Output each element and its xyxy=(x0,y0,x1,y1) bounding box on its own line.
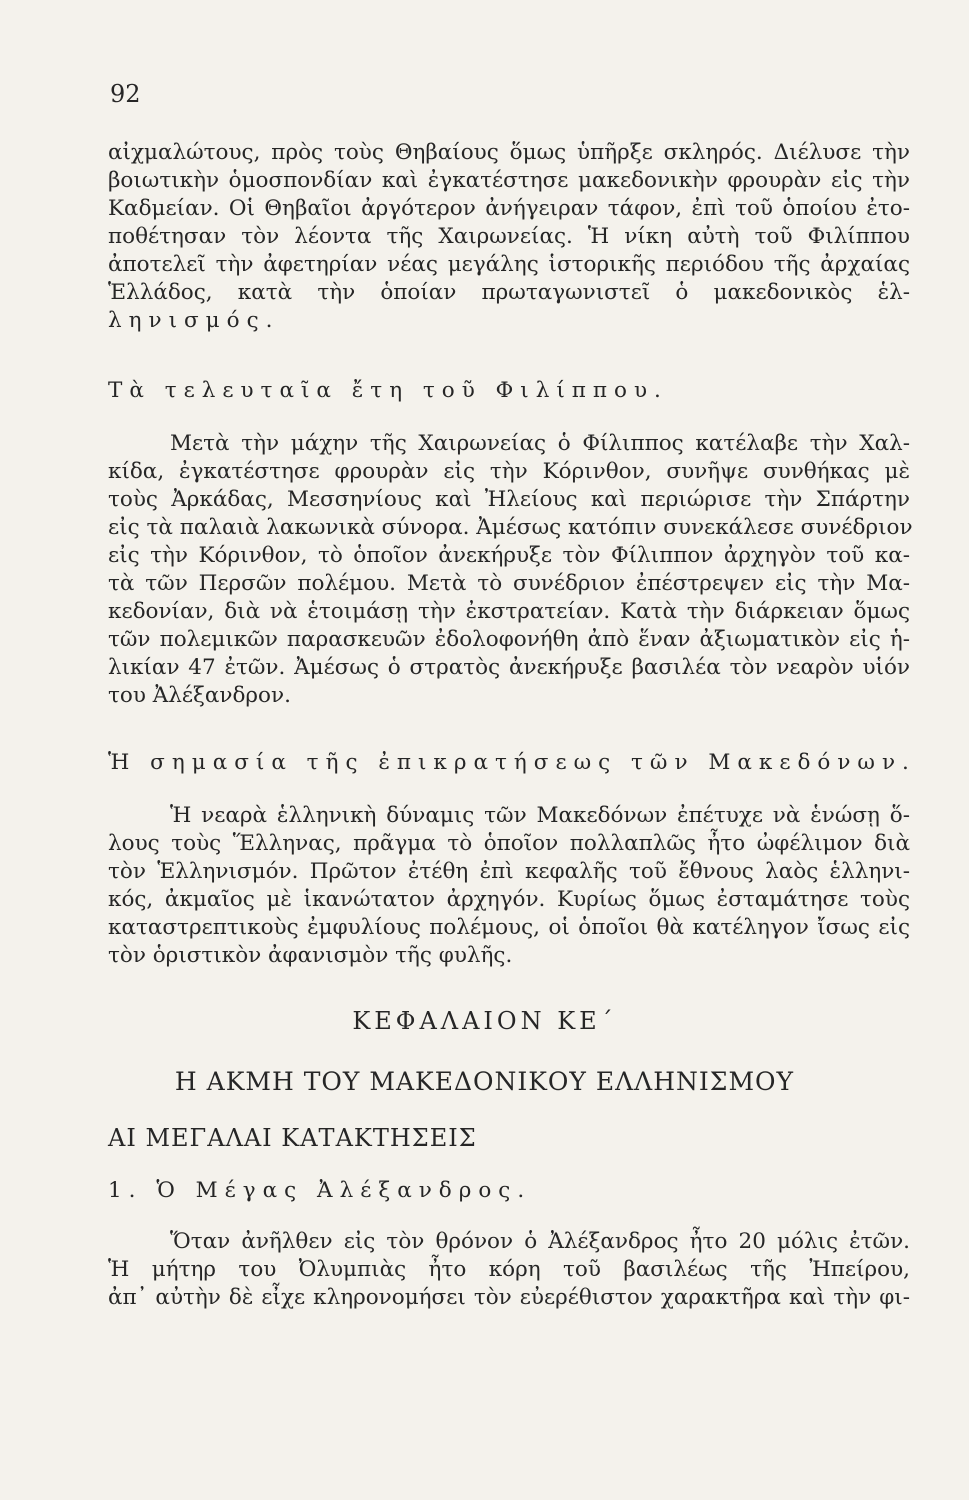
text-line: τοὺς Ἀρκάδας, Μεσσηνίους καὶ Ἠλείους καὶ περιώρισε τὴν Σπάρτην xyxy=(108,487,910,512)
section-heading: Τὰ τελευταῖα ἔτη τοῦ Φιλίππου. xyxy=(108,378,668,403)
text-line: Ἑλλάδος, κατὰ τὴν ὁποίαν πρωταγωνιστεῖ ὁ μακεδονικὸς ἑλ- xyxy=(108,280,910,305)
text-line: Ὅταν ἀνῆλθεν εἰς τὸν θρόνον ὁ Ἀλέξανδρος ἦτο 20 μόλις ἐτῶν. xyxy=(170,1229,910,1254)
text-line: λους τοὺς Ἕλληνας, πρᾶγμα τὸ ὁποῖον πολλαπλῶς ἦτο ὠφέλιμον διὰ xyxy=(108,831,910,856)
chapter-number: ΚΕΦΑΛΑΙΟΝ ΚΕ΄ xyxy=(352,1007,617,1035)
text-line: εἰς τὴν Κόρινθον, τὸ ὁποῖον ἀνεκήρυξε τὸν Φίλιππον ἀρχηγὸν τοῦ κα- xyxy=(108,543,910,568)
text-line: κεδονίαν, διὰ νὰ ἑτοιμάσῃ τὴν ἐκστρατείαν. Κατὰ τὴν διάρκειαν ὅμως xyxy=(108,599,910,624)
text-line: Ἡ νεαρὰ ἑλληνικὴ δύναμις τῶν Μακεδόνων ἐπέτυχε νὰ ἑνώσῃ ὅ- xyxy=(170,803,910,828)
text-line: τὸν ὁριστικὸν ἀφανισμὸν τῆς φυλῆς. xyxy=(108,943,513,968)
text-line: αἰχμαλώτους, πρὸς τοὺς Θηβαίους ὅμως ὑπῆρξε σκληρός. Διέλυσε τὴν xyxy=(108,140,910,165)
text-line: καταστρεπτικοὺς ἐμφυλίους πολέμους, οἱ ὁποῖοι θὰ κατέληγον ἴσως εἰς xyxy=(108,915,910,940)
text-line: ληνισμός. xyxy=(108,308,280,333)
text-line: Μετὰ τὴν μάχην τῆς Χαιρωνείας ὁ Φίλιππος κατέλαβε τὴν Χαλ- xyxy=(170,431,910,456)
text-line: κίδα, ἐγκατέστησε φρουρὰν εἰς τὴν Κόρινθον, συνῆψε συνθήκας μὲ xyxy=(108,459,910,484)
text-line: Ἡ μήτηρ του Ὀλυμπιὰς ἦτο κόρη τοῦ βασιλέως τῆς Ἠπείρου, xyxy=(108,1257,910,1282)
text-line: ἀπ᾽ αὐτὴν δὲ εἶχε κληρονομήσει τὸν εὐερέθιστον χαρακτῆρα καὶ τὴν φι- xyxy=(108,1285,910,1310)
text-line: τῶν πολεμικῶν παρασκευῶν ἐδολοφονήθη ἀπὸ ἕναν ἀξιωματικὸν εἰς ἡ- xyxy=(108,627,910,652)
text-line: λικίαν 47 ἐτῶν. Ἀμέσως ὁ στρατὸς ἀνεκήρυξε βασιλέα τὸν νεαρὸν υἱόν xyxy=(108,655,910,680)
section-heading: Ἡ σημασία τῆς ἐπικρατήσεως τῶν Μακεδόνων. xyxy=(108,750,916,775)
text-line: βοιωτικὴν ὁμοσπονδίαν καὶ ἐγκατέστησε μακεδονικὴν φρουρὰν εἰς τὴν xyxy=(108,168,910,193)
text-line: Καδμείαν. Οἱ Θηβαῖοι ἀργότερον ἀνήγειραν τάφον, ἐπὶ τοῦ ὁποίου ἐτο- xyxy=(108,196,910,221)
text-line: τὰ τῶν Περσῶν πολέμου. Μετὰ τὸ συνέδριον ἐπέστρεψεν εἰς τὴν Μα- xyxy=(108,571,910,596)
page-number: 92 xyxy=(110,80,141,108)
text-line: κός, ἀκμαῖος μὲ ἱκανώτατον ἀρχηγόν. Κυρίως ὅμως ἐσταμάτησε τοὺς xyxy=(108,887,910,912)
chapter-subtitle: ΑΙ ΜΕΓΑΛΑΙ ΚΑΤΑΚΤΗΣΕΙΣ xyxy=(108,1124,477,1152)
text-line: τὸν Ἑλληνισμόν. Πρῶτον ἐτέθη ἐπὶ κεφαλῆς τοῦ ἔθνους λαὸς ἑλληνι- xyxy=(108,859,910,884)
text-line: εἰς τὰ παλαιὰ λακωνικὰ σύνορα. Ἀμέσως κατόπιν συνεκάλεσε συνέδριον xyxy=(108,515,913,540)
subsection-heading: 1. Ὁ Μέγας Ἀλέξανδρος. xyxy=(108,1178,532,1203)
text-line: ποθέτησαν τὸν λέοντα τῆς Χαιρωνείας. Ἡ νίκη αὐτὴ τοῦ Φιλίππου xyxy=(108,224,910,249)
text-line: του Ἀλέξανδρον. xyxy=(108,683,291,708)
chapter-title: Η ΑΚΜΗ ΤΟΥ ΜΑΚΕΔΟΝΙΚΟΥ ΕΛΛΗΝΙΣΜΟΥ xyxy=(174,1067,795,1096)
text-line: ἀποτελεῖ τὴν ἀφετηρίαν νέας μεγάλης ἱστορικῆς περιόδου τῆς ἀρχαίας xyxy=(108,252,910,277)
